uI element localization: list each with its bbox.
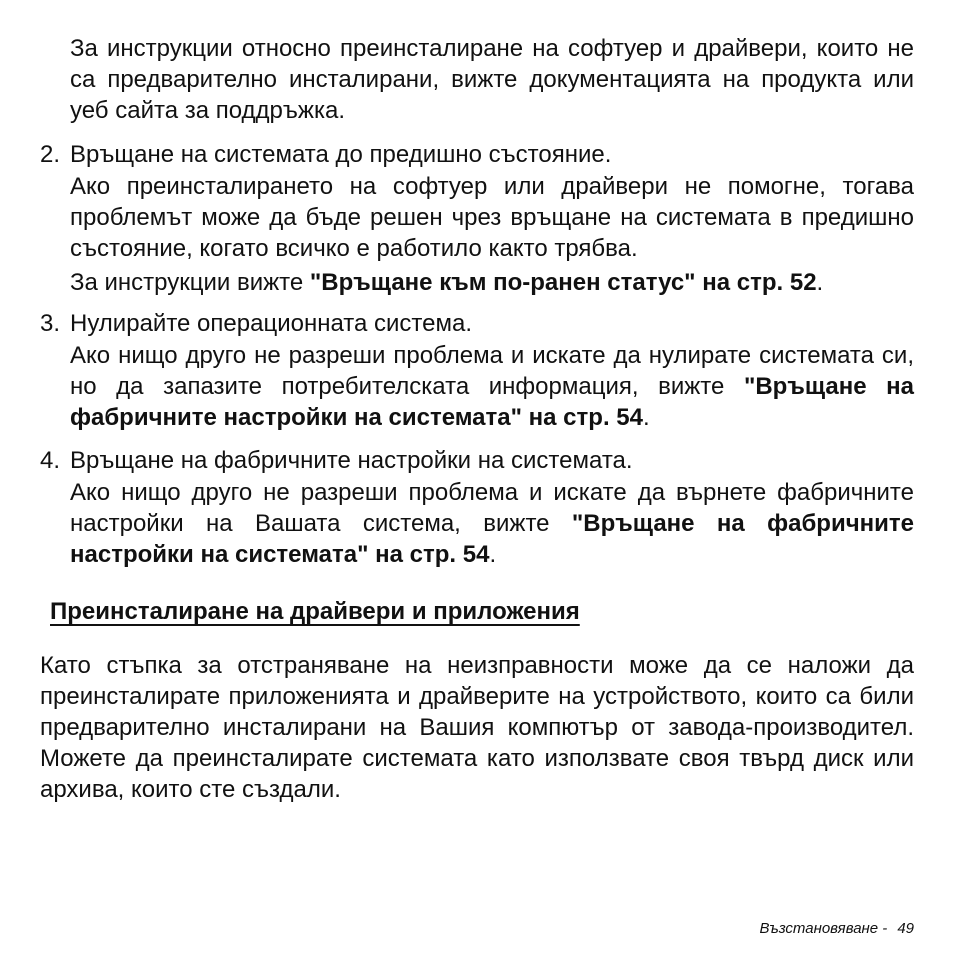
list-item-4-body: Ако нищо друго не разреши проблема и искате да върнете фабричните настройки на Вашата система, вижте "Връщане на фабричните настройки на системата" на стр. 54. <box>70 479 914 568</box>
list-item-number: 2. <box>40 141 61 168</box>
list-item-3-title <box>40 308 914 339</box>
footer-label: Възстановяване - <box>759 920 888 937</box>
list-item-3-body: Ако нищо друго не разреши проблема и искате да нулирате системата си, но да запазите потребителската информация, вижте "Връщане на фабричните настройки на системата" на стр. 54. <box>70 342 914 431</box>
cross-reference-link[interactable]: "Връщане на фабричните настройки на системата" на стр. 54 <box>70 510 914 568</box>
section-heading: Преинсталиране на драйвери и приложения <box>50 598 580 625</box>
list-item-2-body: Ако преинсталирането на софтуер или драйвери не помогне, тогава проблемът може да бъде решен чрез връщане на системата в предишно състояние, когато всичко е работило както трябва. <box>70 173 914 262</box>
list-item-4-title <box>40 445 914 476</box>
section-paragraph: Като стъпка за отстраняване на неизправности може да се наложи да преинсталирате приложенията и драйверите на устройството, които са били предварително инсталирани на Вашия компютър от завода-производител. Можете да преинсталирате системата като използвате своя твърд диск или архива, които сте създали. <box>40 652 914 803</box>
list-item-title: Нулирайте операционната система. <box>70 310 472 337</box>
cross-reference-link[interactable]: "Връщане на фабричните настройки на системата" на стр. 54 <box>70 373 914 431</box>
list-item-2-reference: За инструкции вижте "Връщане към по-ранен статус" на стр. 52. <box>70 269 824 296</box>
page-footer <box>759 920 914 938</box>
list-item-number: 4. <box>40 447 61 474</box>
list-item-number: 3. <box>40 310 61 337</box>
list-item-title: Връщане на системата до предишно състояние. <box>70 141 612 168</box>
page-number: 49 <box>897 920 914 937</box>
list-item-2-title <box>40 139 914 170</box>
list-item-title: Връщане на фабричните настройки на системата. <box>70 447 633 474</box>
intro-paragraph: За инструкции относно преинсталиране на софтуер и драйвери, които не са предварително инсталирани, вижте документацията на продукта или уеб сайта за поддръжка. <box>70 35 914 124</box>
cross-reference-link[interactable]: "Връщане към по-ранен статус" на стр. 52 <box>309 269 817 296</box>
